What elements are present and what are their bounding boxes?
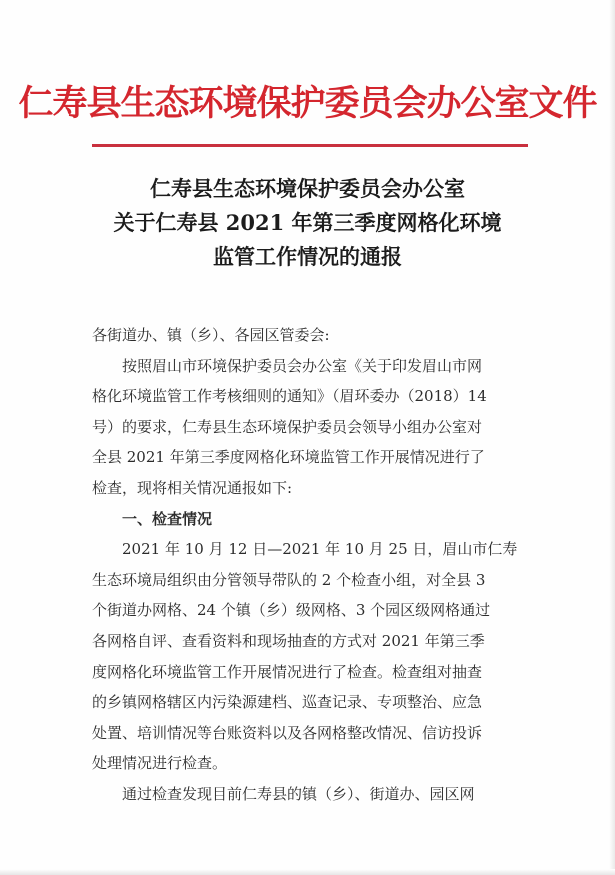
document-header-title: 仁寿县生态环境保护委员会办公室文件 [18,84,597,124]
intro-line-2: 格化环境监管工作考核细则的通知》（眉环委办（2018）14 [92,387,487,406]
section1-line-8: 处理情况进行检查。 [92,754,228,773]
salutation: 各街道办、镇（乡）、各园区管委会: [92,326,330,344]
section-heading-inspection: 一、检查情况 [122,509,213,528]
page-edge-shadow-right [609,0,615,875]
paragraph-continuation-line: 通过检查发现目前仁寿县的镇（乡）、街道办、园区网 [122,784,475,803]
section1-line-6: 的乡镇网格辖区内污染源建档、巡查记录、专项整治、应急 [92,693,483,712]
document-body [92,320,532,810]
title-line-1: 仁寿县生态环境保护委员会办公室 [150,176,465,201]
intro-line-3: 号）的要求，仁寿县生态环境保护委员会领导小组办公室对 [92,417,483,436]
title-line-2: 关于仁寿县 2021 年第三季度网格化环境 [113,210,502,235]
title-line-3: 监管工作情况的通报 [213,244,402,269]
intro-line-5: 检查，现将相关情况通报如下: [92,478,293,497]
document-title [0,172,615,274]
section1-line-5: 度网格化环境监管工作开展情况进行了检查。检查组对抽查 [92,662,483,681]
intro-line-1: 按照眉山市环境保护委员会办公室《关于印发眉山市网 [122,356,483,375]
section1-line-2: 生态环境局组织由分管领导带队的 2 个检查小组，对全县 3 [92,570,486,589]
page-edge-shadow-bottom [0,869,615,875]
section1-line-3: 个街道办网格、24 个镇（乡）级网格、3 个园区级网格通过 [92,601,491,620]
section1-line-1: 2021 年 10 月 12 日—2021 年 10 月 25 日，眉山市仁寿 [122,540,518,559]
intro-line-4: 全县 2021 年第三季度网格化环境监管工作开展情况进行了 [92,448,485,467]
section1-line-4: 各网格自评、查看资料和现场抽查的方式对 2021 年第三季 [92,631,485,650]
header-red-rule [92,144,528,147]
section1-line-7: 处置、培训情况等台账资料以及各网格整改情况、信访投诉 [92,723,483,742]
